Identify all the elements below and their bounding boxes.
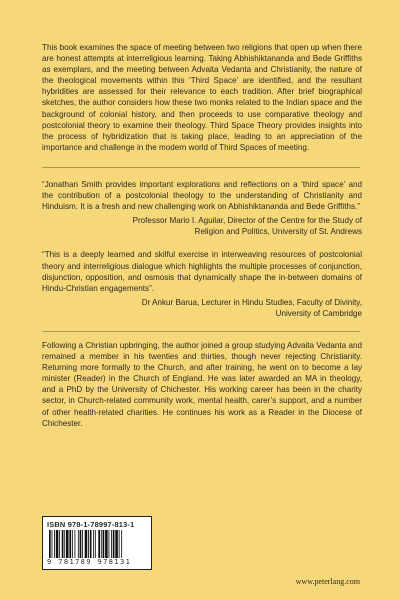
divider-top bbox=[42, 167, 360, 168]
divider-bottom bbox=[42, 331, 360, 332]
barcode-bar bbox=[72, 530, 73, 558]
review-attribution-2-line2: University of Cambridge bbox=[275, 308, 362, 318]
book-blurb: This book examines the space of meeting between two religions that open up when there are honest attempts at interreligious learning. Taking Abhishiktananda and Bede Griffiths as exemplars, and the meeting between Advaita Vedanta and Christianity, the nature of the theological movements within this ‘Third Space’ are identified, and the resultant hybridities are assessed for their relevance to each tradition. After brief biographical sketches, the author considers how these two monks related to the Indian space and the background of colonial history, and then proceeds to use comparative theology and postcolonial theory to examine their theology. Third Space Theory provides insights into the process of hybridization that is taking place, leading to an appreciation of the importance and challenge in the modern world of Third Spaces of meeting. bbox=[42, 43, 362, 152]
barcode-bar bbox=[101, 530, 102, 558]
barcode-bar bbox=[121, 530, 122, 558]
barcode-bar bbox=[78, 530, 79, 558]
barcode-bar bbox=[80, 530, 82, 558]
isbn-label: ISBN 978-1-78997-813-1 bbox=[47, 520, 135, 529]
publisher-url: www.peterlang.com bbox=[295, 577, 360, 586]
review-attribution-1-line1: Professor Mario I. Aguilar, Director of the Centre for the Study of bbox=[132, 216, 362, 226]
barcode-bar bbox=[88, 530, 89, 558]
barcode-bar bbox=[105, 530, 108, 558]
barcode-bar bbox=[95, 530, 96, 558]
barcode-bar bbox=[111, 530, 112, 558]
review-attribution-2-line1: Dr Ankur Barua, Lecturer in Hindu Studies, Faculty of Divinity, bbox=[141, 297, 362, 307]
barcode-bar bbox=[54, 530, 55, 558]
barcode-bar bbox=[90, 530, 92, 558]
barcode-bar bbox=[113, 530, 115, 558]
isbn-barcode bbox=[42, 516, 152, 570]
barcode-bar bbox=[103, 530, 105, 558]
barcode-bar bbox=[98, 530, 100, 558]
review-quote-2: “This is a deeply learned and skilful exercise in interweaving resources of postcolonial theory and interreligious dialogue which highlights the multiple processes of conjunction, disjunction, opposition, and osmosis that dynamically shape the in-between domains of Hindu-Christian engagements”. bbox=[42, 250, 362, 293]
barcode-bar bbox=[119, 530, 120, 558]
review-attribution-1 bbox=[42, 215, 362, 237]
barcode-bar bbox=[49, 530, 51, 558]
barcode-bar bbox=[52, 530, 53, 558]
barcode-digits: 9 781789 978131 bbox=[47, 558, 132, 566]
review-quote-1: “Jonathan Smith provides important explorations and reflections on a ‘third space’ and the contribution of a postcolonial theology to the understanding of Christianity and Hinduism. It is a fresh and new challenging work on Abhishiktananda and Bede Griffiths.” bbox=[42, 179, 362, 212]
barcode-bar bbox=[109, 530, 110, 558]
barcode-bar bbox=[64, 530, 65, 558]
barcode-bar bbox=[62, 530, 64, 558]
barcode-bar bbox=[115, 530, 118, 558]
cover-text-block bbox=[42, 42, 362, 429]
barcode-bar bbox=[56, 530, 59, 558]
author-bio: Following a Christian upbringing, the author joined a group studying Advaita Vedanta and remained a member in his twenties and thirties, though never rejecting Christianity. Returning more formally to the Church, and after training, he went on to become a lay minister (Reader) in the Church of England. He was later awarded an MA in theology, and a PhD by the University of Chichester. His working career has been in the charity sector, in Church-related community work, mental health, carer’s support, and a number of other health-related charities. He continues his work as a Reader in the Diocese of Chichester. bbox=[42, 340, 362, 428]
barcode-bars bbox=[47, 530, 147, 558]
barcode-bar bbox=[75, 530, 76, 558]
review-attribution-1-line2: Religion and Politics, University of St. Andrews bbox=[194, 227, 362, 237]
barcode-bar bbox=[85, 530, 88, 558]
barcode-bar bbox=[93, 530, 94, 558]
barcode-bar bbox=[66, 530, 69, 558]
review-attribution-2 bbox=[42, 297, 362, 319]
barcode-bar bbox=[59, 530, 60, 558]
barcode-bar bbox=[69, 530, 71, 558]
barcode-bar bbox=[82, 530, 83, 558]
